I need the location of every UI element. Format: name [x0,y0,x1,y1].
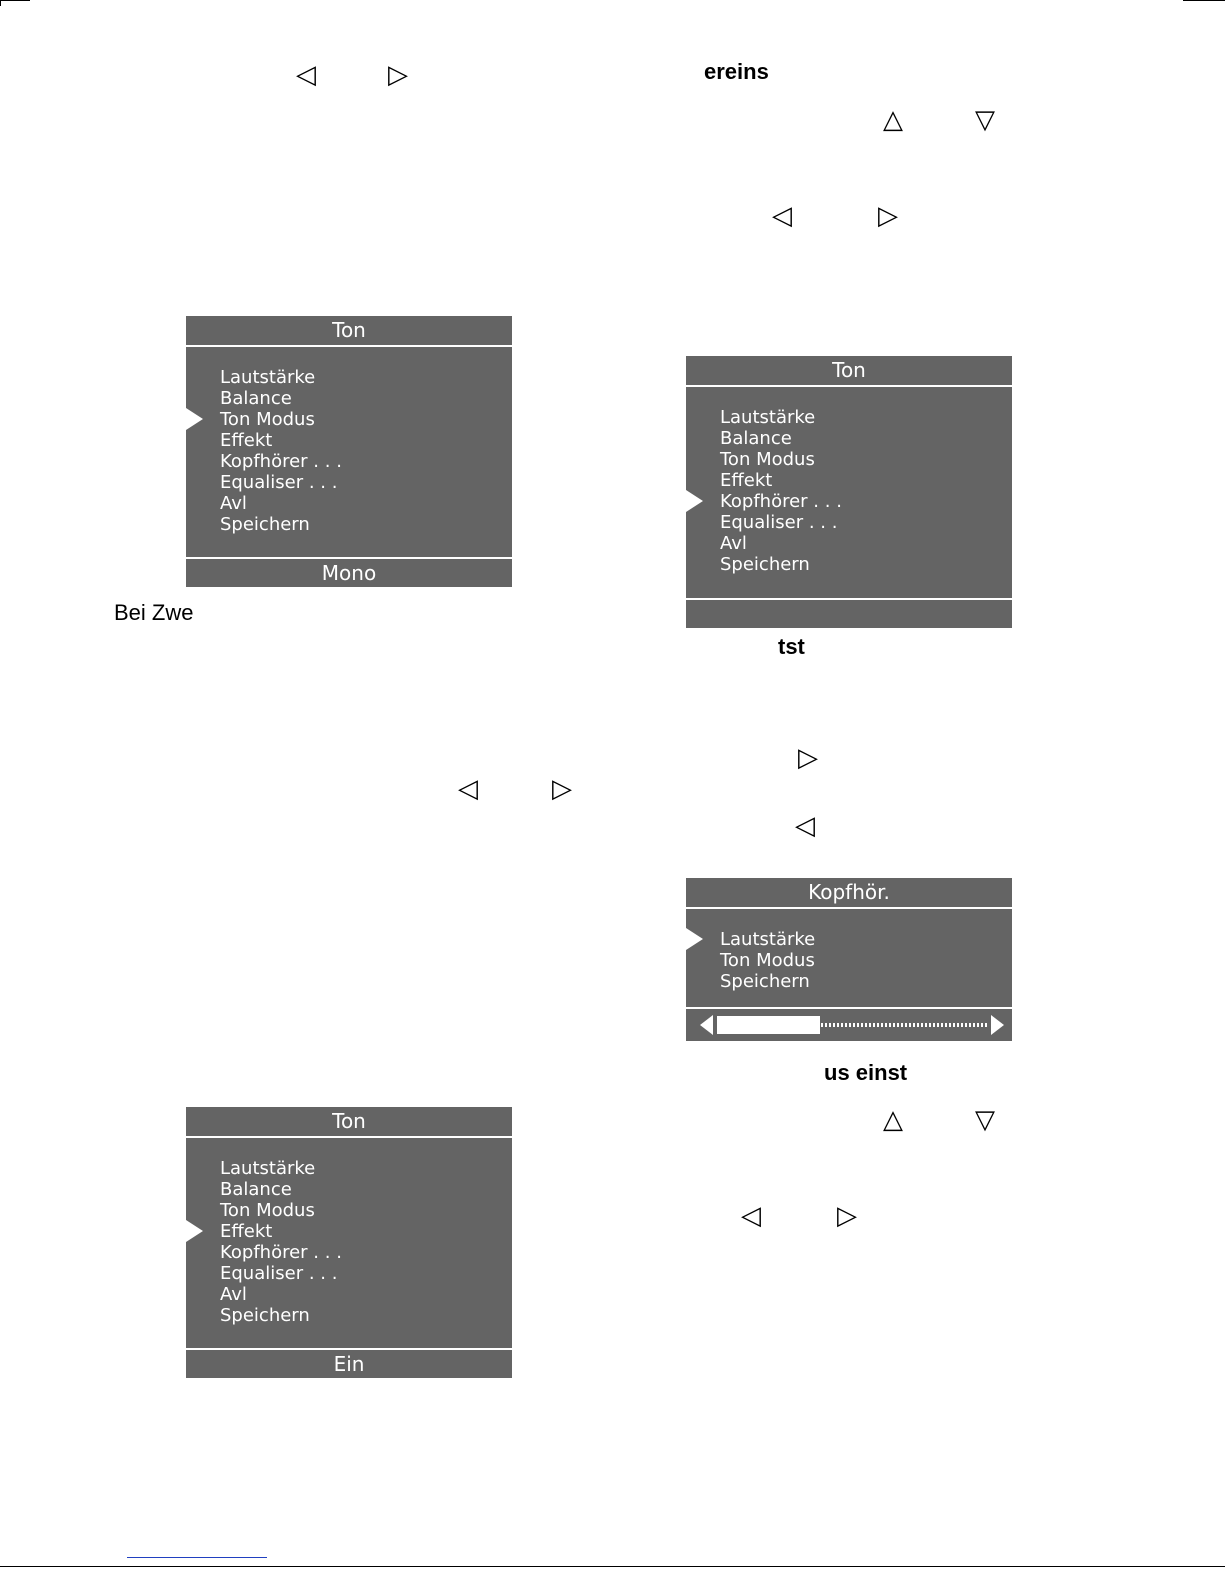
down-arrow-icon: ▽ [975,1105,995,1135]
menu-item-label: Kopfhörer . . . [220,1242,342,1263]
doc-text-us-einst: us einst [824,1060,908,1085]
menu-item[interactable] [186,493,512,514]
osd-title: Kopfhör. [686,878,1012,909]
osd-status-value: Ein [186,1348,512,1378]
menu-item[interactable] [186,472,512,493]
menu-item-label: Lautstärke [720,407,816,428]
left-arrow-icon: ◁ [296,60,316,90]
osd-status-value [686,598,1012,628]
menu-item[interactable] [186,1200,512,1221]
menu-item[interactable] [686,491,1012,512]
menu-item[interactable] [686,470,1012,491]
selection-pointer-icon [686,928,703,950]
osd-title: Ton [186,316,512,347]
volume-slider[interactable] [686,1007,1012,1041]
menu-item[interactable] [186,514,512,535]
osd-menu-list [686,909,1012,992]
menu-item-label: Ton Modus [720,449,815,470]
menu-item-label: Avl [220,1284,247,1305]
menu-item-label: Kopfhörer . . . [720,491,842,512]
osd-menu-ton-mono [186,316,512,587]
footer-link-underline [127,1557,267,1558]
menu-item[interactable] [686,950,1012,971]
menu-item-label: Kopfhörer . . . [220,451,342,472]
right-arrow-icon: ▷ [388,60,408,90]
right-arrow-icon: ▷ [798,743,818,773]
menu-item[interactable] [686,449,1012,470]
menu-item-label: Avl [720,533,747,554]
menu-item-label: Speichern [220,1305,310,1326]
slider-right-icon [991,1015,1004,1035]
menu-item[interactable] [686,533,1012,554]
menu-item-label: Speichern [220,514,310,535]
menu-item-label: Lautstärke [220,1158,316,1179]
right-arrow-icon: ▷ [837,1201,857,1231]
menu-item-label: Speichern [720,554,810,575]
menu-item[interactable] [686,929,1012,950]
menu-item[interactable] [186,367,512,388]
menu-item[interactable] [186,1284,512,1305]
doc-text-tst: tst [778,634,805,659]
menu-item[interactable] [686,971,1012,992]
selection-pointer-icon [186,1220,203,1242]
menu-item-label: Ton Modus [220,1200,315,1221]
osd-menu-list [186,347,512,535]
menu-item-label: Ton Modus [720,950,815,971]
menu-item-label: Ton Modus [220,409,315,430]
menu-item-label: Balance [220,388,292,409]
menu-item[interactable] [186,1305,512,1326]
menu-item[interactable] [186,1221,512,1242]
osd-title: Ton [186,1107,512,1138]
slider-fill [717,1016,820,1034]
right-arrow-icon: ▷ [552,774,572,804]
menu-item-label: Lautstärke [720,929,816,950]
doc-text-ereins: ereins [704,59,769,84]
crop-mark-top-left [0,0,30,1]
osd-title: Ton [686,356,1012,387]
menu-item[interactable] [186,430,512,451]
menu-item-label: Avl [220,493,247,514]
down-arrow-icon: ▽ [975,105,995,135]
menu-item-label: Equaliser . . . [220,1263,338,1284]
menu-item-label: Effekt [220,430,273,451]
menu-item-label: Effekt [720,470,773,491]
selection-pointer-icon [186,408,203,430]
menu-item[interactable] [686,428,1012,449]
slider-left-icon [700,1015,713,1035]
menu-item[interactable] [186,1242,512,1263]
crop-mark-top-right [1183,0,1225,1]
right-arrow-icon: ▷ [878,201,898,231]
menu-item-label: Equaliser . . . [220,472,338,493]
doc-text-bei-zwe: Bei Zwe [114,600,194,625]
menu-item[interactable] [186,1263,512,1284]
left-arrow-icon: ◁ [795,811,815,841]
menu-item[interactable] [186,1179,512,1200]
crop-mark-top-left-v [0,0,1,6]
menu-item-label: Balance [720,428,792,449]
slider-track [717,1016,989,1034]
up-arrow-icon: △ [883,105,903,135]
menu-item-label: Effekt [220,1221,273,1242]
menu-item[interactable] [186,388,512,409]
osd-menu-ton-kopfhoerer [686,356,1012,628]
menu-item[interactable] [686,512,1012,533]
osd-menu-ton-effekt [186,1107,512,1378]
menu-item[interactable] [686,407,1012,428]
menu-item-label: Equaliser . . . [720,512,838,533]
menu-item[interactable] [686,554,1012,575]
menu-item-label: Lautstärke [220,367,316,388]
menu-item[interactable] [186,1158,512,1179]
menu-item-label: Speichern [720,971,810,992]
selection-pointer-icon [686,490,703,512]
up-arrow-icon: △ [883,1105,903,1135]
osd-menu-kopfhoerer [686,878,1012,1041]
osd-menu-list [186,1138,512,1326]
menu-item[interactable] [186,409,512,430]
left-arrow-icon: ◁ [741,1201,761,1231]
left-arrow-icon: ◁ [458,774,478,804]
footer-rule [0,1566,1225,1567]
osd-status-value: Mono [186,557,512,587]
left-arrow-icon: ◁ [772,201,792,231]
menu-item[interactable] [186,451,512,472]
osd-menu-list [686,387,1012,575]
menu-item-label: Balance [220,1179,292,1200]
